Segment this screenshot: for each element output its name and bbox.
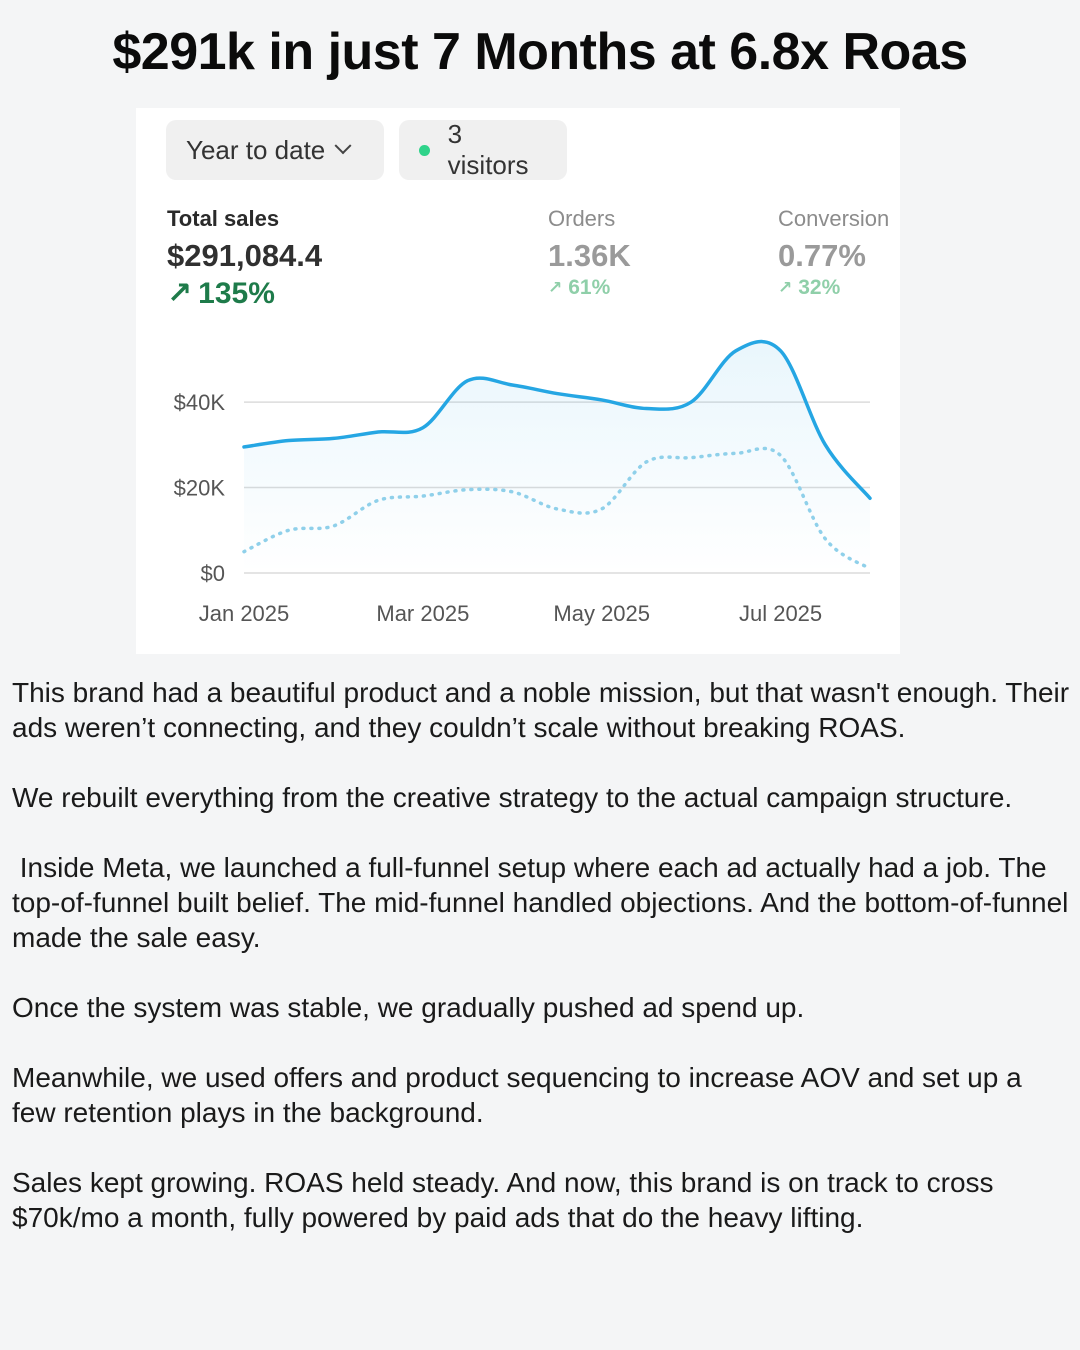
case-study-text (12, 675, 1077, 1235)
metric-label: Orders (548, 206, 616, 231)
metric-value: 0.77% (778, 238, 866, 273)
body-paragraph: Once the system was stable, we gradually pushed ad spend up. (12, 992, 805, 1023)
x-tick-label: May 2025 (553, 601, 651, 626)
x-tick-label: Mar 2025 (376, 601, 470, 626)
trend-up-arrow-icon: ↗ (167, 277, 193, 310)
y-tick-label: $20K (173, 475, 225, 501)
page-headline: $291k in just 7 Months at 6.8x Roas (112, 23, 968, 81)
metric-delta-value: 32% (798, 276, 841, 299)
metric-delta-value: 61% (568, 276, 611, 299)
x-tick-label: Jan 2025 (198, 601, 290, 626)
trend-up-arrow-icon: ↗ (778, 278, 793, 297)
live-visitors-label: 3 visitors (447, 119, 529, 180)
metric-delta-value: 135% (198, 276, 275, 310)
body-paragraph: Inside Meta, we launched a full-funnel setup where each ad actually had a job. The top-of-funnel built belief. The mid-funnel handled objections. And the bottom-of-funnel made the sale easy. (12, 852, 1077, 953)
metric-value: 1.36K (548, 238, 631, 273)
x-tick-label: Jul 2025 (738, 601, 823, 626)
y-tick-label: $40K (173, 390, 225, 416)
series-area-total-sales (244, 342, 870, 573)
metric-label: Total sales (167, 206, 280, 231)
metric-label: Conversion (778, 206, 890, 231)
metric-value: $291,084.4 (167, 238, 323, 273)
y-tick-label: $0 (200, 561, 225, 586)
trend-up-arrow-icon: ↗ (548, 278, 563, 297)
body-paragraph: This brand had a beautiful product and a noble mission, but that wasn't enough. Their ads weren’t connecting, and they couldn’t scale without breaking ROAS. (12, 677, 1077, 743)
date-range-label: Year to date (186, 134, 326, 165)
analytics-card (136, 108, 900, 654)
body-paragraph: Sales kept growing. ROAS held steady. And now, this brand is on track to cross $70k/mo a month, fully powered by paid ads that do the heavy lifting. (12, 1167, 1002, 1233)
sales-line-chart[interactable] (136, 108, 900, 654)
body-paragraph: We rebuilt everything from the creative strategy to the actual campaign structure. (12, 782, 1013, 813)
body-paragraph: Meanwhile, we used offers and product sequencing to increase AOV and set up a few retention plays in the background. (12, 1062, 1030, 1128)
